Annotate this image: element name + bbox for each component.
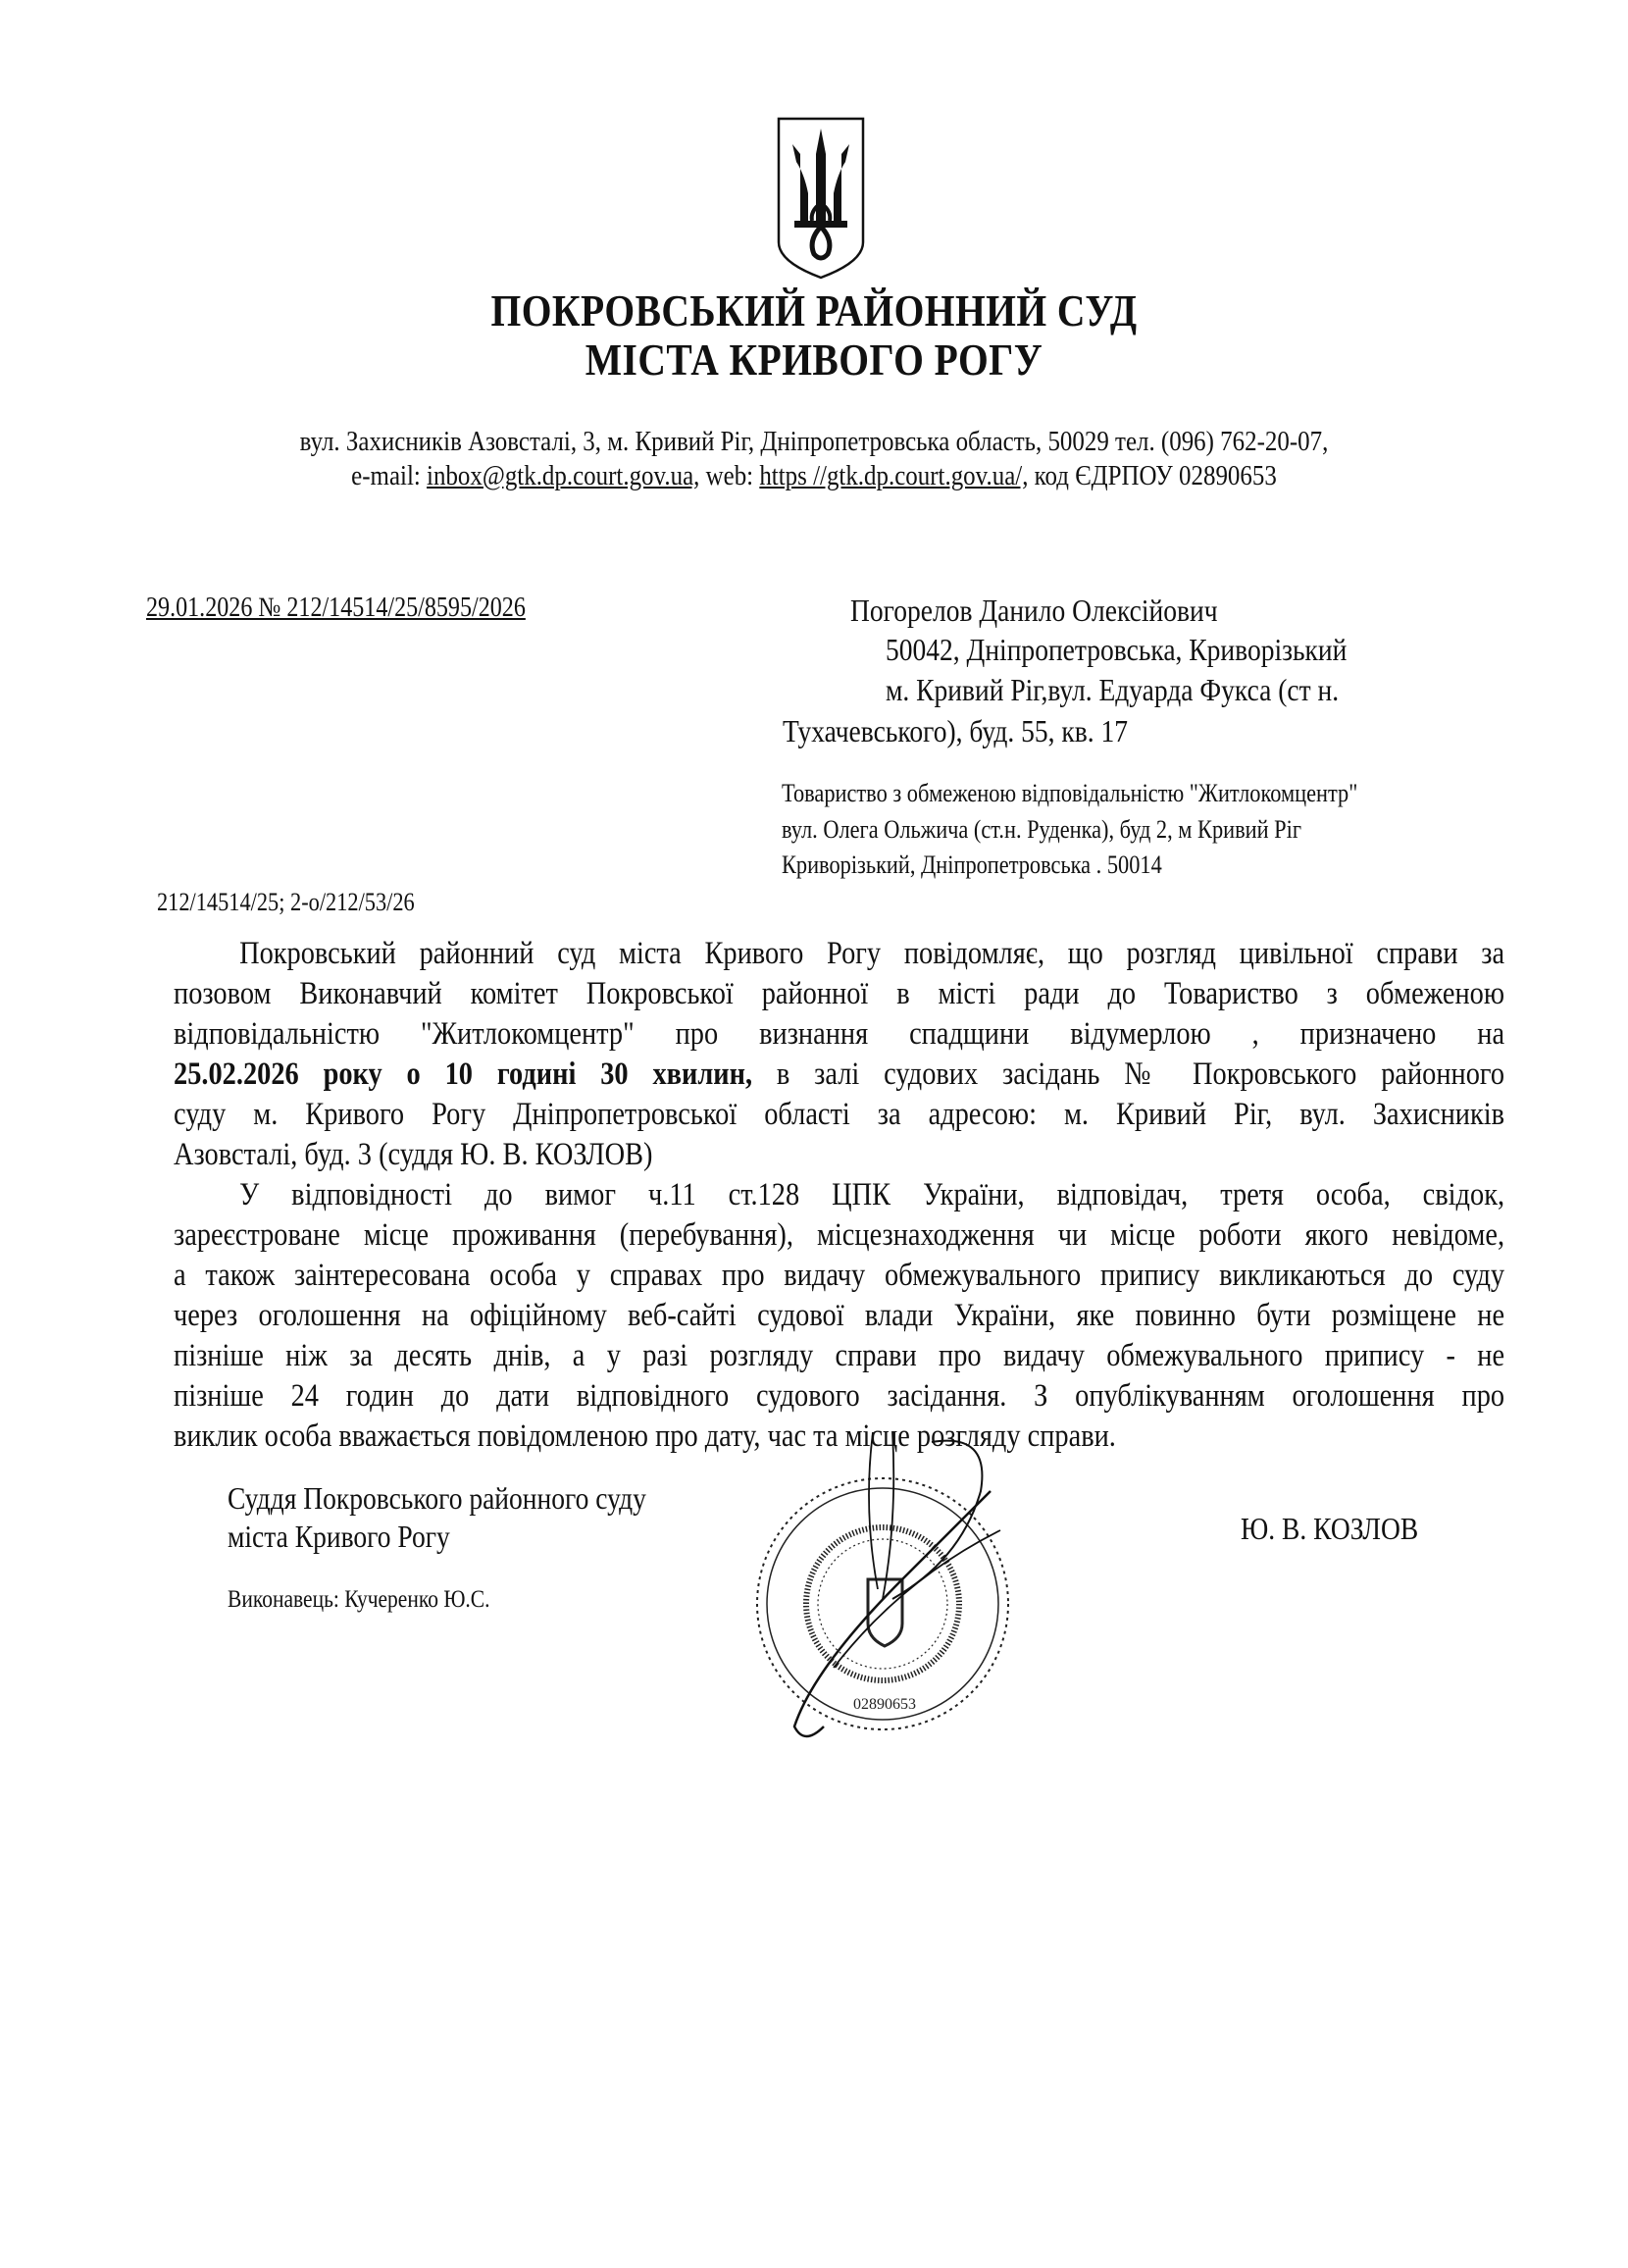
body-line: суду м. Кривого Рогу Дніпропетровської області за адресою: м. Кривий Ріг, вул. Захисників bbox=[174, 1097, 1505, 1132]
recipient-2-address-line: Криворізький, Дніпропетровська . 50014 bbox=[782, 850, 1162, 879]
body-line: Азовсталі, буд. 3 (суддя Ю. В. КОЗЛОВ) bbox=[174, 1137, 653, 1172]
recipient-1-address-line: м. Кривий Ріг,вул. Едуарда Фукса (ст н. bbox=[886, 672, 1340, 707]
court-title-line2: МІСТА КРИВОГО РОГУ bbox=[585, 335, 1043, 385]
website-link[interactable]: https //gtk.dp.court.gov.ua/, bbox=[759, 460, 1029, 491]
recipient-2-address-line: вул. Олега Ольжича (ст.н. Руденка), буд 2, м Кривий Ріг bbox=[782, 815, 1302, 844]
signer-position-line2: міста Кривого Рогу bbox=[228, 1519, 450, 1554]
court-address: вул. Захисників Азовсталі, 3, м. Кривий Ріг, Дніпропетровська область, 50029 тел. (096) 762-20-07, bbox=[299, 426, 1329, 457]
hearing-datetime-line bbox=[174, 1055, 1504, 1094]
signature-scribble bbox=[794, 1432, 1000, 1736]
web-label: web: bbox=[699, 460, 760, 491]
recipient-1-address-line: Тухачевського), буд. 55, кв. 17 bbox=[783, 713, 1129, 748]
body-line: відповідальністю "Житлокомцентр" про визнання спадщини відумерлою , призначено на bbox=[174, 1016, 1505, 1052]
judge-name: Ю. В. КОЗЛОВ bbox=[1241, 1511, 1419, 1546]
body-line: У відповідності до вимог ч.11 ст.128 ЦПК України, відповідач, третя особа, свідок, bbox=[239, 1177, 1505, 1212]
body-line: позовом Виконавчий комітет Покровської районної в місті ради до Товариство з обмеженою bbox=[174, 976, 1505, 1011]
coat-of-arms-icon bbox=[775, 115, 867, 282]
body-line: пізніше ніж за десять днів, а у разі розгляду справи про видачу обмежувального припису - не bbox=[174, 1338, 1505, 1373]
court-title-line1: ПОКРОВСЬКИЙ РАЙОННИЙ СУД bbox=[490, 285, 1138, 335]
case-reference: 212/14514/25; 2-о/212/53/26 bbox=[157, 888, 415, 916]
body-line: пізніше 24 годин до дати відповідного судового засідання. З опублікуванням оголошення про bbox=[174, 1378, 1505, 1414]
seal-code: 02890653 bbox=[853, 1696, 916, 1713]
outgoing-reference: 29.01.2026 № 212/14514/25/8595/2026 bbox=[146, 593, 526, 623]
body-text: в залі судових засідань № Покровського районного bbox=[752, 1057, 1505, 1092]
email-label: e-mail: bbox=[351, 460, 428, 491]
edrpou-code: код ЄДРПОУ 02890653 bbox=[1028, 460, 1277, 491]
body-line: а також заінтересована особа у справах про видачу обмежувального припису викликаються до суду bbox=[174, 1258, 1505, 1293]
body-line: через оголошення на офіційному веб-сайті судової влади України, яке повинно бути розміщене не bbox=[174, 1298, 1505, 1333]
signer-position-line1: Суддя Покровського районного суду bbox=[228, 1480, 646, 1516]
body-line: зареєстроване місце проживання (перебування), місцезнаходження чи місце роботи якого невідоме, bbox=[174, 1217, 1505, 1253]
body-line: виклик особа вважається повідомленою про дату, час та місце розгляду справи. bbox=[174, 1418, 1116, 1454]
recipient-1-address-line: 50042, Дніпропетровська, Криворізький bbox=[886, 632, 1348, 667]
recipient-1-name: Погорелов Данило Олексійович bbox=[850, 593, 1218, 628]
recipient-2-name: Товариство з обмеженою відповідальністю "Житлокомцентр" bbox=[782, 779, 1358, 807]
email-link[interactable]: inbox@gtk.dp.court.gov.ua, bbox=[427, 460, 700, 491]
court-contacts bbox=[114, 460, 1514, 492]
court-seal-icon bbox=[706, 1432, 1020, 1756]
executor-name: Виконавець: Кучеренко Ю.С. bbox=[228, 1586, 490, 1613]
body-line: Покровський районний суд міста Кривого Рогу повідомляє, що розгляд цивільної справи за bbox=[239, 936, 1505, 971]
hearing-datetime: 25.02.2026 року о 10 годині 30 хвилин, bbox=[174, 1057, 753, 1092]
